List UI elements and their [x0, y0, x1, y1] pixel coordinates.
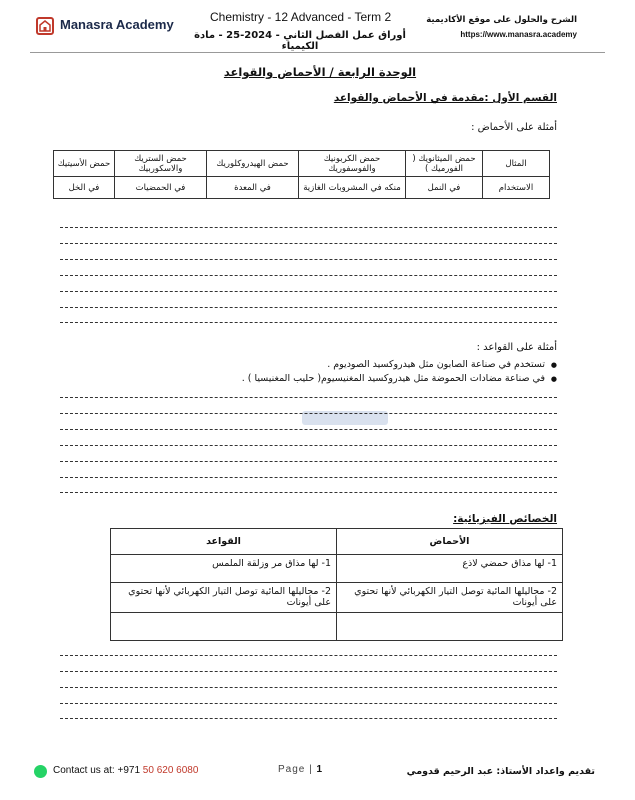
table-cell: حمض الستريك والاسكوربيك: [115, 151, 207, 177]
contact-info: [53, 765, 198, 776]
answer-line[interactable]: [60, 307, 557, 308]
table-cell: حمض الميثانويك ( الفورميك ): [406, 151, 483, 177]
answer-line[interactable]: [60, 461, 557, 462]
list-item: ● تستخدم في صناعة الصابون مثل هيدروكسيد الصوديوم .: [197, 358, 557, 372]
contact-label: Contact us at: +971: [53, 765, 141, 776]
answer-line[interactable]: [60, 655, 557, 656]
academy-logo-icon: [36, 17, 54, 35]
table-cell: في الخل: [54, 177, 115, 199]
answer-line[interactable]: [60, 322, 557, 323]
table-row: [54, 151, 550, 177]
table-row: [111, 555, 563, 583]
table-cell: منكه في المشروبات الغازية: [299, 177, 406, 199]
table-cell: 1- لها مذاق مر وزلقة الملمس: [111, 555, 337, 583]
header-divider: [30, 52, 605, 53]
physical-properties-table: [110, 528, 563, 641]
contact-number[interactable]: 50 620 6080: [142, 765, 199, 776]
answer-line[interactable]: [60, 492, 557, 493]
table-header-row: [111, 529, 563, 555]
page-indicator: [278, 764, 323, 775]
answer-line[interactable]: [60, 259, 557, 260]
academy-url[interactable]: https://www.manasra.academy: [460, 30, 577, 39]
base-examples-list: [197, 358, 557, 386]
answer-line[interactable]: [60, 397, 557, 398]
table-cell[interactable]: [337, 613, 563, 641]
answer-line[interactable]: [60, 445, 557, 446]
table-cell: 2- محاليلها المائية توصل التيار الكهربائي لأنها تحتوي على أيونات: [111, 583, 337, 613]
course-subtitle: أوراق عمل الفصل الثاني - 2024-25 - مادة الكيمياء: [194, 30, 406, 52]
table-header: القواعد: [111, 529, 337, 555]
table-cell: في الحمضيات: [115, 177, 207, 199]
answer-line[interactable]: [60, 703, 557, 704]
table-row: [111, 583, 563, 613]
answer-line[interactable]: [60, 429, 557, 430]
course-title: Chemistry - 12 Advanced - Term 2: [210, 10, 392, 24]
academy-site-note: الشرح والحلول على موقع الأكاديمية: [426, 15, 577, 25]
base-examples-heading: أمثلة على القواعد :: [476, 342, 557, 353]
table-header: الأحماض: [337, 529, 563, 555]
table-row: [54, 177, 550, 199]
table-cell: حمض الأسيتيك: [54, 151, 115, 177]
answer-line[interactable]: [60, 275, 557, 276]
table-cell: في النمل: [406, 177, 483, 199]
page-number: 1: [316, 764, 324, 775]
table-cell: المثال: [483, 151, 550, 177]
answer-line[interactable]: [60, 243, 557, 244]
table-cell: في المعدة: [207, 177, 299, 199]
physical-properties-title: الخصائص الفيزيائية:: [453, 513, 557, 525]
whatsapp-icon[interactable]: [34, 765, 47, 778]
table-cell: 1- لها مذاق حمضي لاذع: [337, 555, 563, 583]
table-row: [111, 613, 563, 641]
answer-line[interactable]: [60, 227, 557, 228]
acid-examples-table: [53, 150, 550, 199]
answer-line[interactable]: [60, 687, 557, 688]
section-title: القسم الأول :مقدمة في الأحماض والقواعد: [333, 92, 557, 104]
answer-line[interactable]: [60, 413, 557, 414]
answer-line[interactable]: [60, 671, 557, 672]
unit-title: الوحدة الرابعة / الأحماض والقواعد: [223, 65, 417, 79]
answer-line[interactable]: [60, 291, 557, 292]
table-cell[interactable]: [111, 613, 337, 641]
list-item: ● في صناعة مضادات الحموضة مثل هيدروكسيد المغنيسيوم( حليب المغنيسيا ) .: [197, 372, 557, 386]
page-label: Page |: [278, 764, 313, 775]
table-cell: حمض الكربونيك والفوسفوريك: [299, 151, 406, 177]
answer-line[interactable]: [60, 477, 557, 478]
table-cell: الاستخدام: [483, 177, 550, 199]
table-cell: 2- محاليلها المائية توصل التيار الكهربائي لأنها تحتوي على أيونات: [337, 583, 563, 613]
teacher-credit: تقديم واعداد الأستاذ: عبد الرحيم قدومي: [406, 766, 595, 777]
table-cell: حمض الهيدروكلوريك: [207, 151, 299, 177]
academy-logo-text: Manasra Academy: [60, 17, 174, 32]
acid-examples-heading: أمثلة على الأحماض :: [471, 122, 557, 133]
answer-line[interactable]: [60, 718, 557, 719]
watermark-icon: [300, 405, 390, 431]
